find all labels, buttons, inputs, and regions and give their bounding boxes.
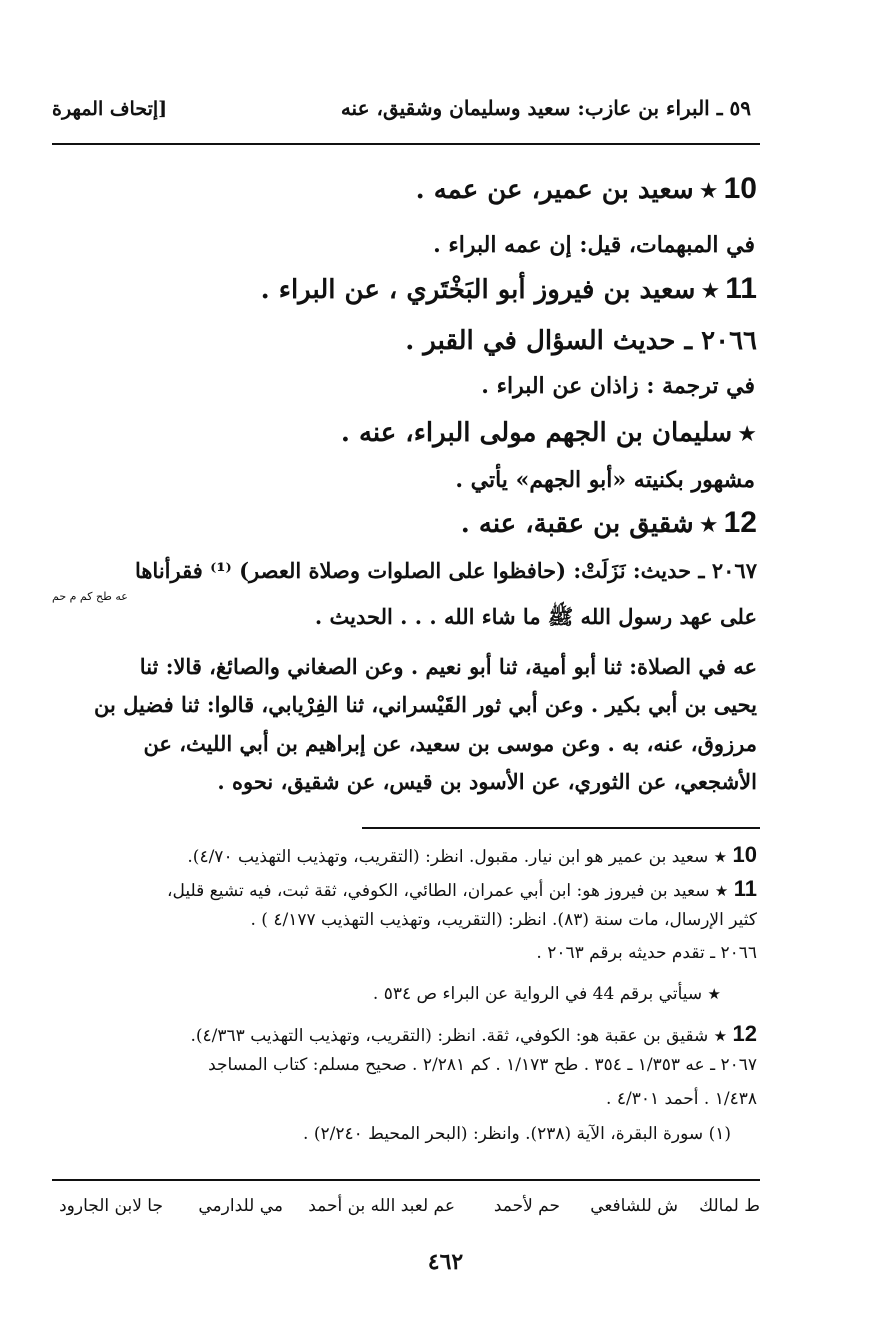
footnote-11 [167, 876, 757, 902]
star-icon: ★ [698, 179, 719, 204]
entry-12 [461, 506, 757, 540]
entry-text: سعيد بن فيروز أبو البَخْتَري ، عن البراء . [260, 275, 696, 305]
entry-sulayman [341, 418, 757, 448]
star-icon: ★ [714, 882, 729, 900]
hadith-2067-symbols: عه طح كم م حم [52, 590, 128, 603]
book-title: [إتحاف المهرة [52, 98, 168, 120]
entry-text: سليمان بن الجهم مولى البراء، عنه . [340, 418, 733, 448]
footnote-text: سيأتي برقم 44 في الرواية عن البراء ص ٥٣٤ . [372, 984, 703, 1004]
legend-item-darimi: مي للدارمي [198, 1196, 283, 1216]
entry-10-note: في المبهمات، قيل: إن عمه البراء . [433, 232, 755, 258]
footnote-text: شقيق بن عقبة هو: الكوفي، ثقة. انظر: (التقريب، وتهذيب التهذيب ٤/٣٦٣). [190, 1026, 709, 1046]
isnad-line: الأشجعي، عن الثوري، عن الأسود بن قيس، عن شقيق، نحوه . [217, 769, 757, 794]
footnote-11-cont: كثير الإرسال، مات سنة (٨٣). انظر: (التقريب، وتهذيب التهذيب ٤/١٧٧ ) . [250, 910, 757, 930]
entry-text: سعيد بن عمير، عن عمه . [415, 175, 694, 205]
hadith-2067-title: ٢٠٦٧ ـ حديث: نَزَلَتْ: (حافظوا على الصلوات وصلاة العصر) ⁽¹⁾ فقرأناها [134, 558, 757, 583]
star-icon: ★ [713, 848, 728, 866]
legend-item-malik: ط لمالك [699, 1196, 760, 1216]
entry-number: 12 [723, 506, 757, 539]
legend-item-ahmad: حم لأحمد [493, 1196, 560, 1216]
footnote-number: 10 [732, 842, 757, 867]
footnote-12 [191, 1021, 758, 1047]
header-rule [52, 143, 760, 145]
footnote-2067-cont: ١/٤٣٨ . أحمد ٤/٣٠١ . [606, 1089, 757, 1109]
footnote-sulayman [373, 984, 721, 1004]
legend-rule [52, 1179, 760, 1181]
entry-number: 10 [723, 172, 757, 205]
hadith-2067-text: على عهد رسول الله ﷺ ما شاء الله . . . الحديث . [314, 604, 757, 629]
footnote-1: (١) سورة البقرة، الآية (٢٣٨). وانظر: (البحر المحيط ٢/٢٤٠) . [303, 1124, 731, 1144]
entry-number: 11 [725, 272, 757, 305]
entry-text: شقيق بن عقبة، عنه . [460, 509, 694, 539]
star-icon: ★ [698, 513, 719, 538]
page-number: ٤٦٢ [427, 1249, 464, 1275]
footnote-2067: ٢٠٦٧ ـ عه ١/٣٥٣ ـ ٣٥٤ . طح ١/١٧٣ . كم ٢/٢٨١ . صحيح مسلم: كتاب المساجد [208, 1055, 757, 1075]
hadith-2066: ٢٠٦٦ ـ حديث السؤال في القبر . [405, 326, 757, 356]
footnote-rule [362, 827, 760, 829]
star-icon: ★ [707, 985, 721, 1003]
star-icon: ★ [737, 422, 757, 447]
star-icon: ★ [700, 279, 721, 304]
legend-item-abdullah: عم لعبد الله بن أحمد [308, 1196, 455, 1216]
star-icon: ★ [713, 1027, 728, 1045]
entry-sulayman-note: مشهور بكنيته «أبو الجهم» يأتي . [455, 467, 755, 493]
entry-11 [261, 272, 757, 306]
hadith-2066-note: في ترجمة : زاذان عن البراء . [481, 373, 755, 399]
footnote-number: 12 [732, 1021, 757, 1046]
isnad-line: مرزوق، عنه، به . وعن موسى بن سعيد، عن إبراهيم بن أبي الليث، عن [143, 731, 757, 756]
legend-item-shafii: ش للشافعي [590, 1196, 678, 1216]
isnad-line: يحيى بن أبي بكير . وعن أبي ثور القَيْسراني، ثنا الفِرْيابي، قالوا: ثنا فضيل بن [94, 692, 757, 717]
footnote-text: سعيد بن فيروز هو: ابن أبي عمران، الطائي، الكوفي، ثقة ثبت، فيه تشيع قليل، [167, 881, 710, 901]
isnad-line: عه في الصلاة: ثنا أبو أمية، ثنا أبو نعيم . وعن الصغاني والصائغ، قالا: ثنا [139, 654, 757, 679]
entry-10 [416, 172, 757, 206]
footnote-2066: ٢٠٦٦ ـ تقدم حديثه برقم ٢٠٦٣ . [536, 943, 757, 963]
legend-item-jarud: جا لابن الجارود [59, 1196, 163, 1216]
footnote-10 [187, 842, 757, 868]
section-title: ٥٩ ـ البراء بن عازب: سعيد وسليمان وشقيق، عنه [340, 96, 751, 120]
footnote-number: 11 [733, 876, 757, 901]
footnote-text: سعيد بن عمير هو ابن نيار. مقبول. انظر: (التقريب، وتهذيب التهذيب ٤/٧٠). [187, 847, 709, 867]
